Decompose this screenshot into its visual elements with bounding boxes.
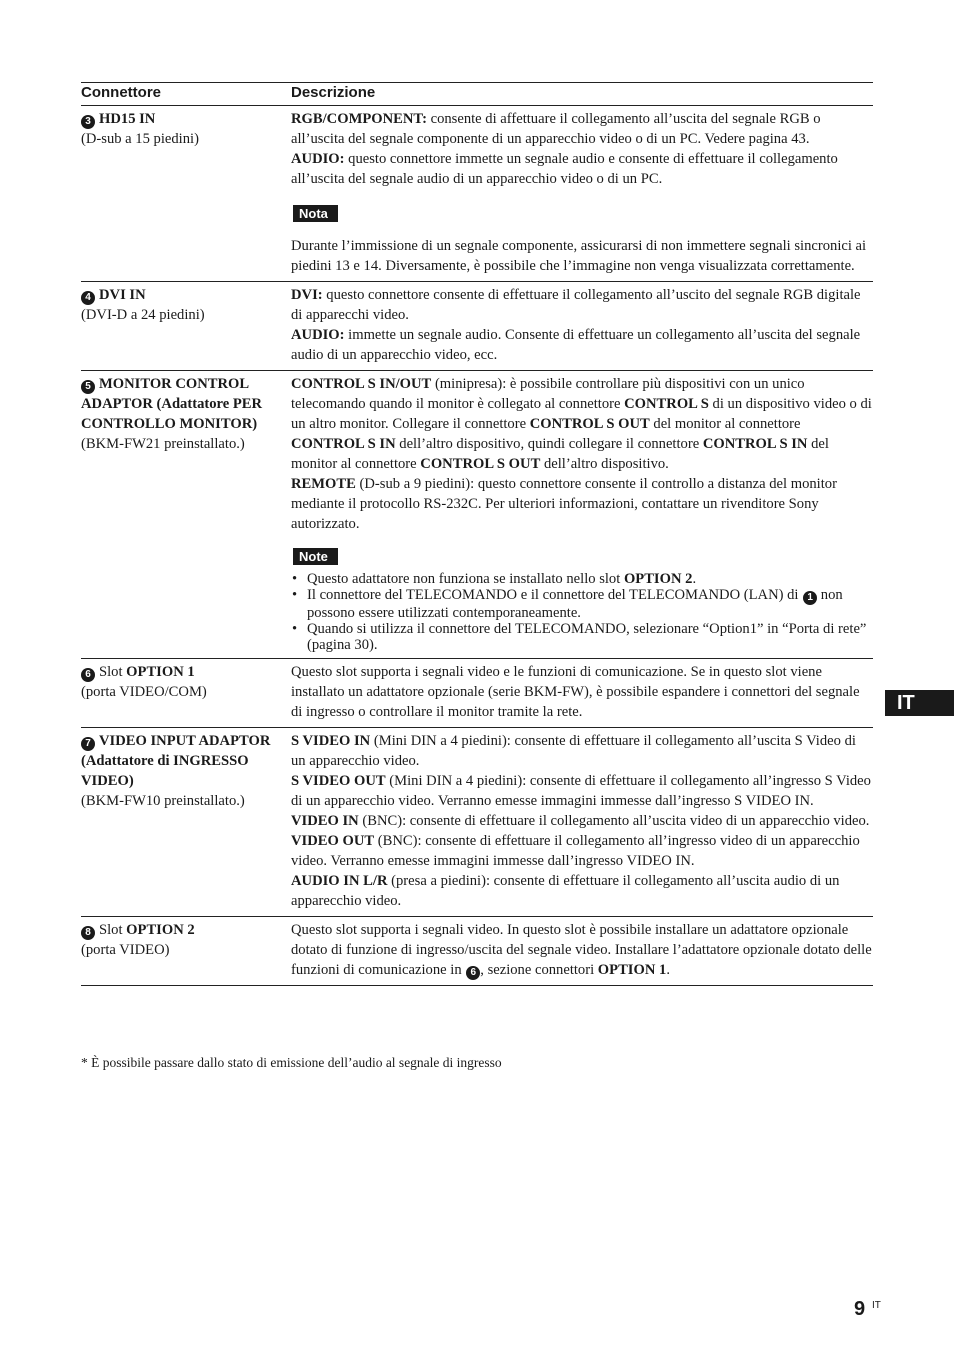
term: CONTROL S IN — [702, 436, 808, 452]
desc-text: , sezione connettori — [480, 962, 598, 978]
connector-cell — [81, 106, 291, 281]
number-6-icon: 6 — [466, 966, 480, 980]
term-dvi: DVI: — [291, 287, 323, 303]
language-tab: IT — [885, 690, 954, 716]
term: CONTROL S OUT — [420, 456, 541, 472]
number-7-icon: 7 — [81, 737, 95, 751]
desc-text: questo connettore immette un segnale audio e consente di effettuare il collegamento all’uscita del segnale audio di un apparecchio video o di un PC. — [291, 151, 838, 187]
connector-cell — [81, 659, 291, 727]
list-item: • Quando si utilizza il connettore del TELECOMANDO, selezionare “Option1” in “Porta di rete” (pagina 30). — [291, 621, 873, 653]
term: AUDIO IN L/R — [291, 873, 388, 889]
connector-subtitle: (porta VIDEO) — [81, 942, 170, 958]
term-audio: AUDIO: — [291, 151, 345, 167]
table-row-option1 — [81, 659, 873, 728]
desc-text: (D-sub a 9 piedini): questo connettore consente il controllo a distanza del monitor mediante il protocollo RS-232C. Per ulteriori informazioni, contattare un rivenditore Sony autorizzato. — [291, 476, 837, 532]
page-suffix: IT — [872, 1300, 881, 1311]
desc-text: immette un segnale audio. Consente di effettuare un collegamento all’uscita del segnale audio di un apparecchio video, ecc. — [291, 327, 861, 363]
table-row-video-input — [81, 728, 873, 917]
header-connettore: Connettore — [81, 84, 161, 101]
desc-text: del monitor al connettore — [649, 416, 801, 432]
term: CONTROL S OUT — [529, 416, 650, 432]
desc-text: consente di affettuare il collegamento all’uscita del segnale RGB o all’uscita del segnale componente di un apparecchio video o di un PC. Vedere pagina 43. — [291, 111, 821, 147]
desc-text: (BNC): consente di effettuare il collegamento all’ingresso video di un apparecchio video. Verranno emesse immagini immesse dall’ingresso VIDEO IN. — [291, 833, 860, 869]
list-item: • Il connettore del TELECOMANDO e il connettore del TELECOMANDO (LAN) di 1 non possono essere utilizzati contemporaneamente. — [291, 587, 873, 621]
connector-subtitle: (BKM-FW10 preinstallato.) — [81, 793, 245, 809]
connector-cell — [81, 282, 291, 370]
number-3-icon: 3 — [81, 115, 95, 129]
desc-text: (presa a piedini): consente di effettuare il collegamento all’uscita audio di un apparecchio video. — [291, 873, 840, 909]
connector-title: MONITOR CONTROL ADAPTOR (Adattatore PER CONTROLLO MONITOR) — [81, 376, 263, 432]
table-header — [81, 82, 873, 106]
term: CONTROL S IN — [291, 436, 396, 452]
note-badge: Nota — [293, 205, 338, 222]
term: CONTROL S IN/OUT — [291, 376, 432, 392]
term: OPTION 1 — [597, 962, 667, 978]
desc-text: (minipresa): è possibile controllare più dispositivi con un unico telecomando quando il monitor è collegato al connettore — [291, 376, 805, 412]
description-cell — [291, 282, 873, 370]
term: VIDEO IN — [291, 813, 359, 829]
note-badge: Note — [293, 548, 338, 565]
connector-cell — [81, 728, 291, 916]
description-cell — [291, 659, 873, 727]
connector-subtitle: (porta VIDEO/COM) — [81, 684, 207, 700]
connector-title: OPTION 2 — [126, 922, 195, 938]
slot-prefix: Slot — [99, 664, 127, 680]
connector-table — [81, 82, 873, 986]
description-cell — [291, 917, 873, 985]
term-remote: REMOTE — [291, 476, 356, 492]
connector-title: DVI IN — [99, 287, 146, 303]
number-6-icon: 6 — [81, 668, 95, 682]
number-4-icon: 4 — [81, 291, 95, 305]
term-rgb-component: RGB/COMPONENT: — [291, 111, 427, 127]
desc-text: di un dispositivo video o di un altro monitor. Collegare il connettore — [291, 396, 872, 432]
desc-text: questo connettore consente di effettuare il collegamento all’uscito del segnale RGB digitale di apparecchi video. — [291, 287, 861, 323]
desc-text: Questo slot supporta i segnali video e le funzioni di comunicazione. Se in questo slot viene installato un adattatore opzionale (serie BKM-FW), è possibile espandere i connettori del segnale di ingresso o controllare il monitor tramite la rete. — [291, 664, 860, 720]
desc-text: (BNC): consente di effettuare il collegamento all’uscita video di un apparecchio video. — [358, 813, 870, 829]
desc-text: del monitor al connettore — [291, 436, 829, 472]
connector-subtitle: (BKM-FW21 preinstallato.) — [81, 436, 245, 452]
term: VIDEO OUT — [291, 833, 375, 849]
number-8-icon: 8 — [81, 926, 95, 940]
slot-prefix: Slot — [99, 922, 127, 938]
desc-text: dell’altro dispositivo. — [540, 456, 669, 472]
desc-text: dell’altro dispositivo, quindi collegare il connettore — [395, 436, 703, 452]
note-text: Durante l’immissione di un segnale componente, assicurarsi di non immettere segnali sincronici ai piedini 13 e 14. Diversamente, è possibile che l’immagine non venga visualizzata correttamente. — [291, 238, 867, 274]
connector-cell — [81, 371, 291, 658]
connector-title: OPTION 1 — [126, 664, 195, 680]
note-list — [291, 571, 873, 653]
connector-cell — [81, 917, 291, 985]
page-number: 9 — [854, 1298, 866, 1320]
connector-title: HD15 IN — [99, 111, 156, 127]
description-cell — [291, 106, 873, 281]
desc-text: Questo slot supporta i segnali video. In questo slot è possibile installare un adattatore opzionale dotato di funzione di ingresso/uscita del segnale video. Installare l’adattatore opzionale dotato delle funzioni di comunicazione in — [291, 922, 872, 978]
description-cell — [291, 371, 873, 658]
desc-text: (Mini DIN a 4 piedini): consente di effettuare il collegamento all’uscita S Video di un apparecchio video. — [291, 733, 856, 769]
list-item: • Questo adattatore non funziona se installato nello slot OPTION 2. — [291, 571, 873, 587]
number-5-icon: 5 — [81, 380, 95, 394]
term: S VIDEO IN — [291, 733, 371, 749]
header-descrizione: Descrizione — [291, 84, 376, 101]
term-audio: AUDIO: — [291, 327, 345, 343]
desc-text: . — [666, 962, 670, 978]
number-1-icon: 1 — [803, 591, 817, 605]
table-row-hd15 — [81, 106, 873, 282]
term: S VIDEO OUT — [291, 773, 386, 789]
connector-title: VIDEO INPUT ADAPTOR (Adattatore di INGRESSO VIDEO) — [81, 733, 271, 789]
footnote: * È possibile passare dallo stato di emissione dell’audio al segnale di ingresso — [81, 1055, 502, 1070]
connector-subtitle: (D-sub a 15 piedini) — [81, 131, 199, 147]
table-row-dvi — [81, 282, 873, 371]
desc-text: (Mini DIN a 4 piedini): consente di effettuare il collegamento all’ingresso S Video di un apparecchio video. Verranno emesse immagini immesse dall’ingresso S VIDEO IN. — [291, 773, 871, 809]
table-row-option2 — [81, 917, 873, 986]
connector-subtitle: (DVI-D a 24 piedini) — [81, 307, 205, 323]
term: CONTROL S — [624, 396, 709, 412]
description-cell — [291, 728, 873, 916]
table-row-monitor-control — [81, 371, 873, 659]
